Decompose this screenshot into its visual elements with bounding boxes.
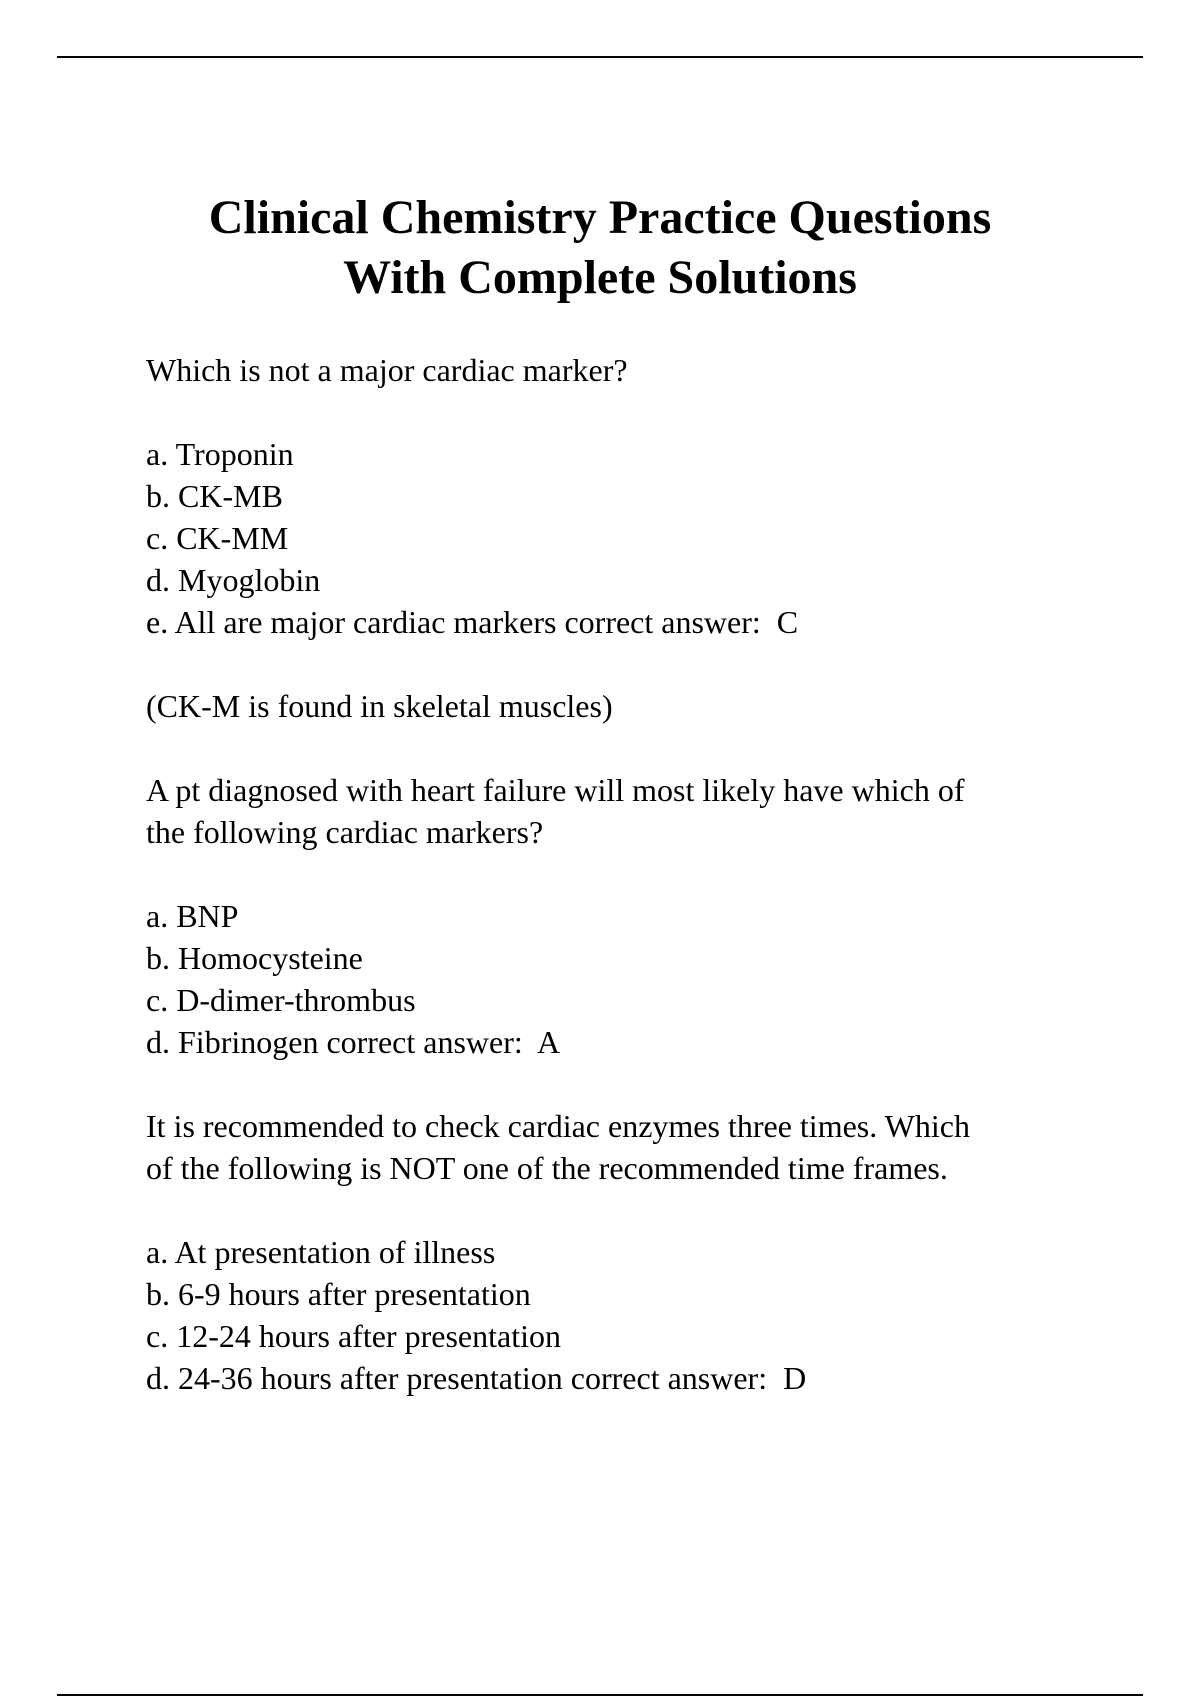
- document-body: [146, 349, 1091, 1399]
- option-1d: d. Myoglobin: [146, 562, 321, 598]
- page-title: [0, 188, 1200, 308]
- option-1c: c. CK-MM: [146, 520, 289, 556]
- question-3-text-line-2: of the following is NOT one of the recommended time frames.: [146, 1150, 948, 1186]
- question-2-options: [146, 895, 1091, 1063]
- question-3-options: [146, 1231, 1091, 1399]
- option-1e: e. All are major cardiac markers correct answer: C: [146, 604, 799, 640]
- option-2c: c. D-dimer-thrombus: [146, 982, 416, 1018]
- question-2-text-line-1: A pt diagnosed with heart failure will most likely have which of: [146, 772, 965, 808]
- option-1b: b. CK-MB: [146, 478, 283, 514]
- question-1: [146, 349, 1091, 391]
- question-1-options: [146, 433, 1091, 643]
- bottom-rule: [57, 1694, 1143, 1696]
- option-2a: a. BNP: [146, 898, 239, 934]
- question-3: [146, 1105, 1091, 1189]
- question-2-text-line-2: the following cardiac markers?: [146, 814, 544, 850]
- option-2b: b. Homocysteine: [146, 940, 363, 976]
- option-3c: c. 12-24 hours after presentation: [146, 1318, 561, 1354]
- option-3a: a. At presentation of illness: [146, 1234, 496, 1270]
- explanation-text: (CK-M is found in skeletal muscles): [146, 688, 613, 724]
- top-rule: [57, 56, 1143, 58]
- question-2: [146, 769, 1091, 853]
- question-1-text: Which is not a major cardiac marker?: [146, 352, 628, 388]
- title-line-1: Clinical Chemistry Practice Questions: [208, 191, 992, 244]
- option-3b: b. 6-9 hours after presentation: [146, 1276, 531, 1312]
- question-1-explanation: [146, 685, 1091, 727]
- question-3-text-line-1: It is recommended to check cardiac enzymes three times. Which: [146, 1108, 970, 1144]
- option-1a: a. Troponin: [146, 436, 294, 472]
- option-3d: d. 24-36 hours after presentation correct answer: D: [146, 1360, 807, 1396]
- title-line-2: With Complete Solutions: [343, 251, 857, 304]
- option-2d: d. Fibrinogen correct answer: A: [146, 1024, 561, 1060]
